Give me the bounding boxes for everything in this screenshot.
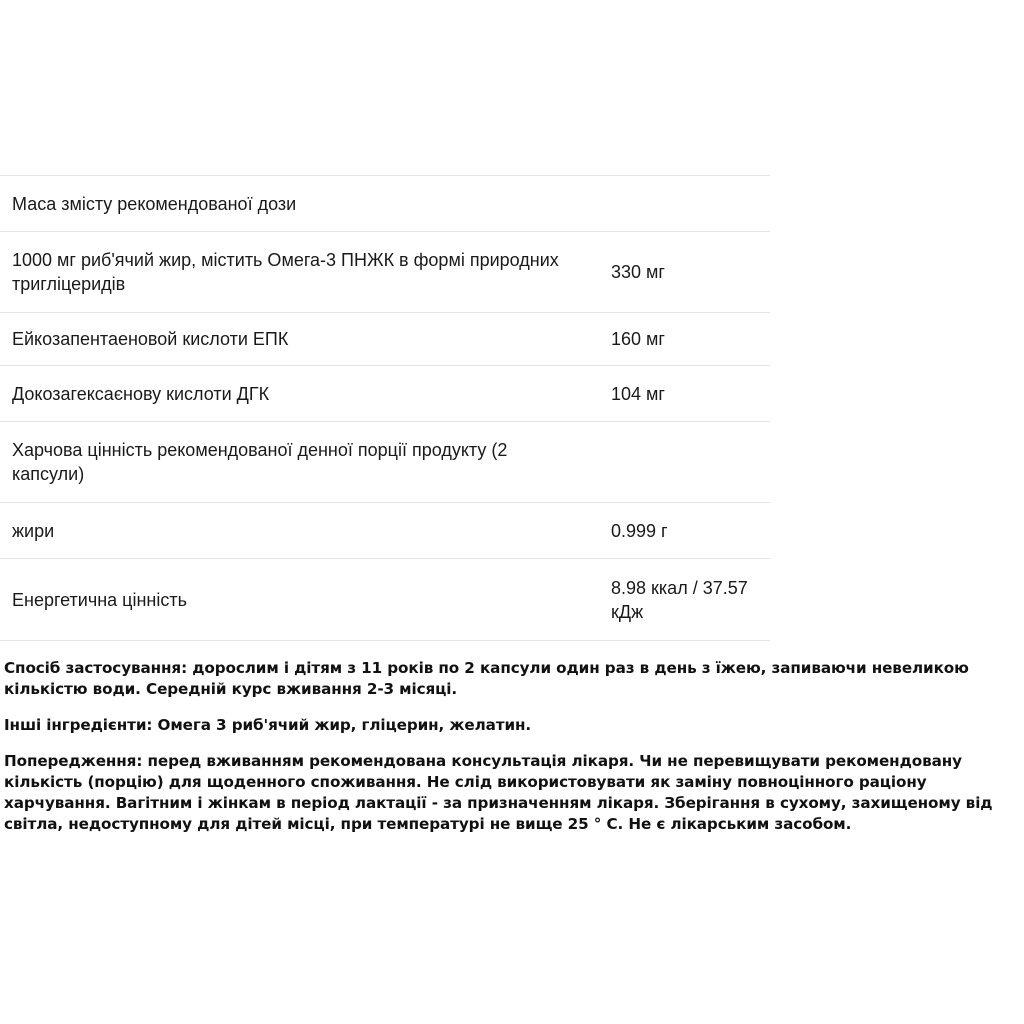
ingredients-paragraph: Інші інгредієнти: Омега 3 риб'ячий жир, гліцерин, желатин. — [4, 716, 532, 734]
row-value: 8.98 ккал / 37.57 кДж — [611, 577, 748, 622]
row-label: Ейкозапентаеновой кислоти ЕПК — [12, 329, 289, 349]
table-row — [0, 559, 770, 641]
nutrition-table — [0, 175, 770, 641]
row-label: 1000 мг риб'ячий жир, містить Омега-3 ПНЖК в формі природних тригліцеридів — [12, 250, 559, 294]
table-row — [0, 232, 770, 313]
table-row — [0, 366, 770, 422]
table-row — [0, 313, 770, 366]
table-row — [0, 422, 770, 503]
warnings-paragraph: Попередження: перед вживанням рекомендована консультація лікаря. Чи не перевищувати рекомендовану кількість (порцію) для щоденного споживання. Не слід використовувати як заміну повноцінного раціону харчування. Вагітним і жінкам в період лактації - за призначенням лікаря. Зберігання в сухому, захищеному від світла, недоступному для дітей місці, при температурі не вище 25 ° С. Не є лікарським засобом. — [4, 752, 993, 833]
row-value: 330 мг — [611, 262, 665, 282]
row-value: 160 мг — [611, 329, 665, 349]
row-value: 104 мг — [611, 383, 665, 404]
row-value: 0.999 г — [611, 520, 668, 541]
row-label: Енергетична цінність — [12, 589, 187, 610]
row-label: Харчова цінність рекомендованої денної порції продукту (2 капсули) — [12, 440, 508, 484]
row-label: Докозагексаєнову кислоти ДГК — [12, 383, 270, 404]
usage-paragraph: Спосіб застосування: дорослим і дітям з 11 років по 2 капсули один раз в день з їжею, запиваючи невеликою кількістю води. Середній курс вживання 2-3 місяці. — [4, 659, 969, 698]
product-notes — [4, 658, 1020, 850]
row-label: жири — [12, 520, 55, 541]
row-label: Маса змісту рекомендованої дози — [12, 193, 297, 214]
table-row — [0, 176, 770, 232]
table-row — [0, 503, 770, 559]
